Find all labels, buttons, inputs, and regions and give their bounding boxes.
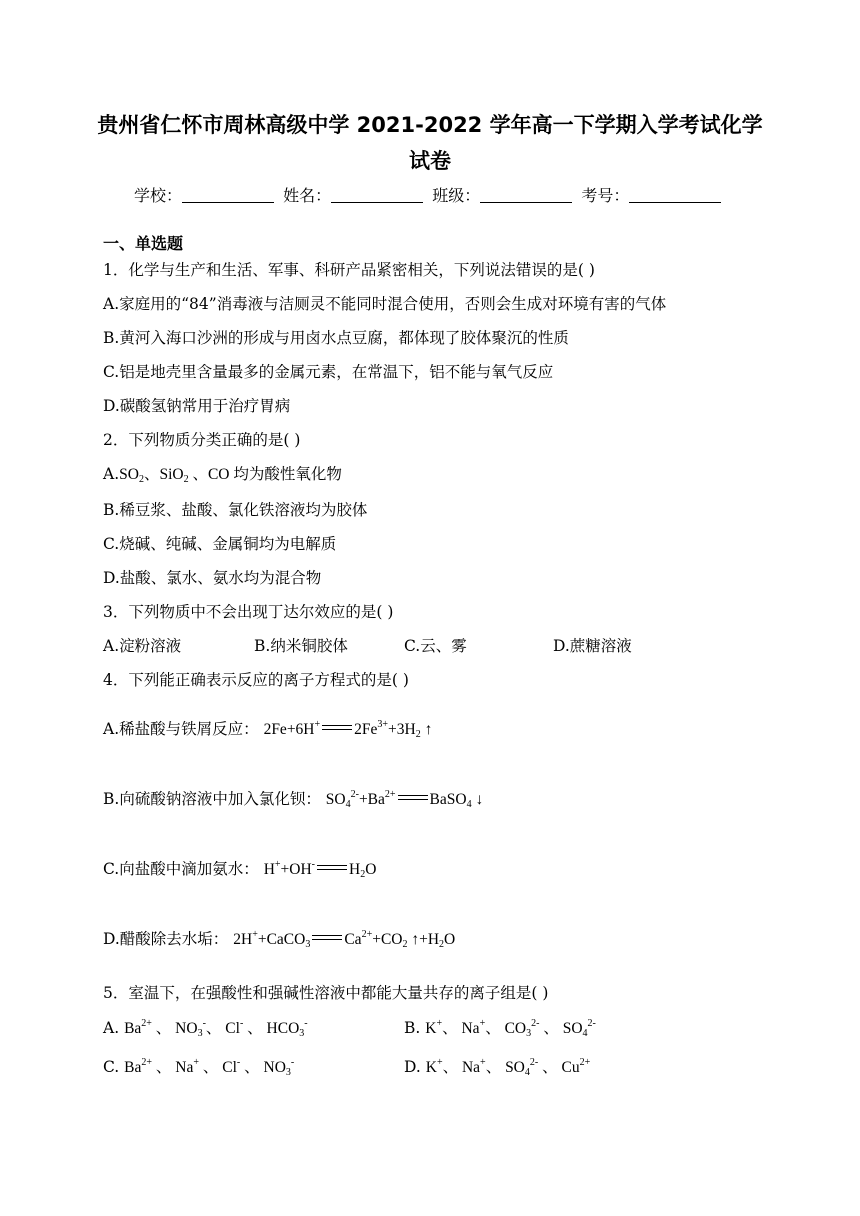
q3-option-c: C.云、雾 — [404, 637, 467, 655]
q4-option-c-label: C.向盐酸中滴加氨水： — [103, 860, 259, 878]
q5-option-c-ions: $Ba^{2+}$ 、 Na+ 、 Cl- 、 $NO_3^-$ — [124, 1057, 295, 1078]
class-label: 班级： — [432, 186, 481, 205]
student-info-row — [134, 184, 725, 208]
q2-option-b: B.稀豆浆、盐酸、氯化铁溶液均为胶体 — [103, 501, 368, 519]
class-blank — [480, 186, 572, 203]
q4-option-b-equation: $SO_4^{2-}+Ba^{2+}$ BaSO$_4$ ↓ — [325, 789, 484, 810]
q3-option-a: A.淀粉溶液 — [103, 637, 182, 655]
q4-option-d-equation: 2H++CaCO$_3$ $Ca^{2+}+CO_2$ $↑+H_2O$ — [233, 929, 456, 950]
q1-stem: 1．化学与生产和生活、军事、科研产品紧密相关，下列说法错误的是( ) — [103, 261, 595, 279]
q4-option-c-equation: H++OH- $H_2O$ — [263, 859, 377, 880]
school-label: 学校： — [134, 186, 183, 205]
q5-option-d-label: D. — [404, 1058, 421, 1076]
q1-option-c: C.铝是地壳里含量最多的金属元素，在常温下，铝不能与氧气反应 — [103, 363, 554, 381]
q1-option-b: B.黄河入海口沙洲的形成与用卤水点豆腐，都体现了胶体聚沉的性质 — [103, 329, 569, 347]
q5-option-a-label: A. — [103, 1019, 120, 1037]
name-blank — [331, 186, 423, 203]
q5-option-c — [103, 1056, 294, 1079]
q2-option-a — [103, 463, 342, 486]
q5-option-d — [404, 1056, 590, 1079]
school-blank — [182, 186, 274, 203]
q4-stem: 4．下列能正确表示反应的离子方程式的是( ) — [103, 671, 409, 689]
q3-option-b: B.纳米铜胶体 — [254, 637, 348, 655]
q5-option-d-ions: K+、 Na+、 $SO_4^{2-}$ 、 $Cu^{2+}$ — [425, 1057, 591, 1078]
q4-option-c — [103, 858, 376, 881]
q4-option-a-label: A.稀盐酸与铁屑反应： — [103, 720, 259, 738]
q5-option-b — [404, 1017, 596, 1040]
exam-number-blank — [629, 186, 721, 203]
q2-option-a-prefix: A. — [103, 465, 120, 483]
q2-option-c: C.烧碱、纯碱、金属铜均为电解质 — [103, 535, 337, 553]
exam-title-line2: 试卷 — [409, 149, 451, 173]
q4-option-d-label: D.醋酸除去水垢： — [103, 930, 229, 948]
q5-option-a-ions: $Ba^{2+}$ 、 $NO_3^-$、 Cl- 、 $HCO_3^-$ — [124, 1018, 308, 1039]
q4-option-a — [103, 718, 432, 741]
q2-option-a-suffix: 均为酸性氧化物 — [233, 465, 342, 483]
exam-number-label: 考号： — [581, 186, 630, 205]
q4-option-a-equation: 2Fe+6H+ $2Fe^{3+}+3H_2$ ↑ — [263, 719, 433, 740]
section-title: 一、单选题 — [103, 234, 184, 253]
q4-option-b-label: B.向硫酸钠溶液中加入氯化钡： — [103, 790, 321, 808]
q1-option-d: D.碳酸氢钠常用于治疗胃病 — [103, 397, 291, 415]
q3-option-d: D.蔗糖溶液 — [553, 637, 632, 655]
q5-option-b-label: B. — [404, 1019, 421, 1037]
q2-option-a-formulas: $SO_2$、SiO$_2$ 、CO — [119, 466, 234, 485]
q1-option-a: A.家庭用的“84”消毒液与洁厕灵不能同时混合使用，否则会生成对环境有害的气体 — [103, 295, 667, 313]
name-label: 姓名： — [283, 186, 332, 205]
q2-option-d: D.盐酸、氯水、氨水均为混合物 — [103, 569, 322, 587]
q5-option-a — [103, 1017, 308, 1040]
q2-stem: 2．下列物质分类正确的是( ) — [103, 431, 301, 449]
q5-stem: 5．室温下，在强酸性和强碱性溶液中都能大量共存的离子组是( ) — [103, 984, 549, 1002]
q5-option-c-label: C. — [103, 1058, 120, 1076]
q5-option-b-ions: K+、 Na+、 $CO_3^{2-}$ 、 $SO_4^{2-}$ — [425, 1018, 596, 1039]
q4-option-b — [103, 788, 483, 811]
q3-stem: 3．下列物质中不会出现丁达尔效应的是( ) — [103, 603, 394, 621]
q4-option-d — [103, 928, 455, 951]
exam-title-line1: 贵州省仁怀市周林高级中学 2021-2022 学年高一下学期入学考试化学 — [97, 113, 763, 137]
